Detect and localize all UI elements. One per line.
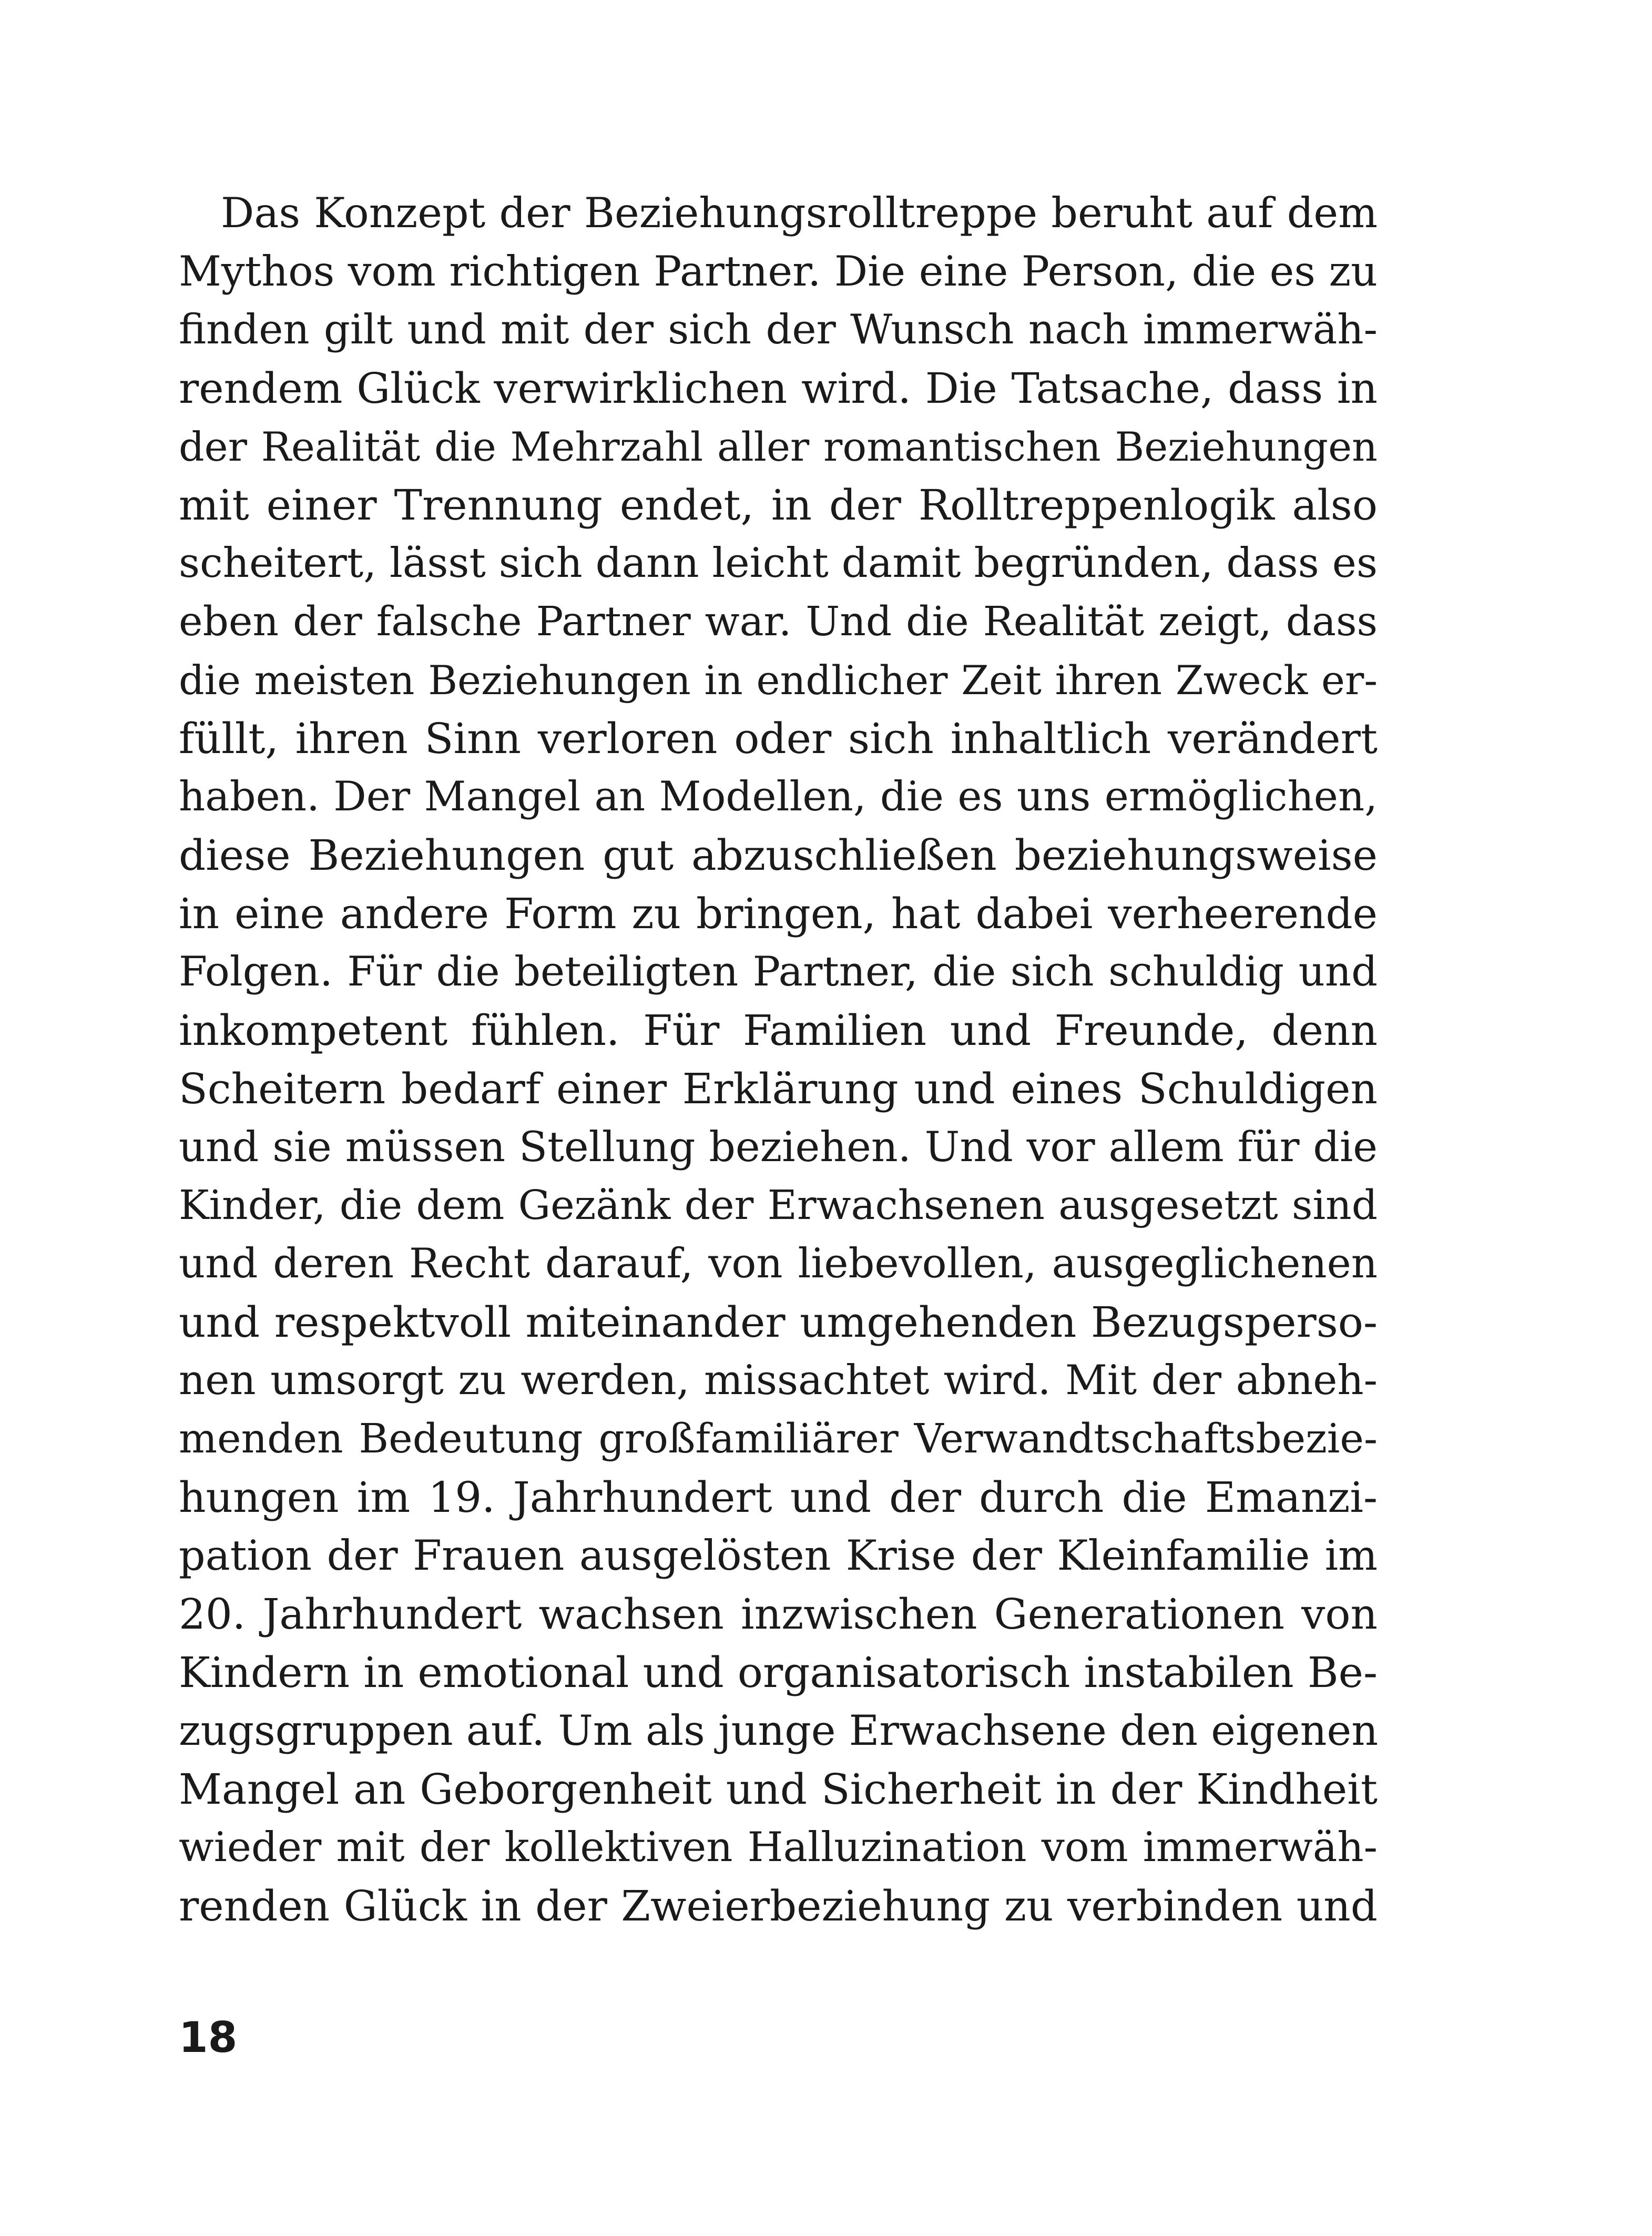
text-line: renden Glück in der Zweierbeziehung zu verbinden und <box>179 1882 1378 1930</box>
text-line: wieder mit der kollektiven Halluzination vom immerwäh- <box>179 1824 1378 1871</box>
text-line: zugsgruppen auf. Um als junge Erwachsene den eigenen <box>179 1706 1379 1755</box>
text-line: Kinder, die dem Gezänk der Erwachsenen ausgesetzt sind <box>179 1182 1378 1229</box>
text-line: Mythos vom richtigen Partner. Die eine Person, die es zu <box>179 247 1378 296</box>
body-paragraph <box>179 184 1378 1935</box>
text-line: haben. Der Mangel an Modellen, die es uns ermöglichen, <box>179 773 1378 820</box>
text-line: Scheitern bedarf einer Erklärung und eines Schuldigen <box>179 1064 1378 1113</box>
text-line: pation der Frauen ausgelösten Krise der Kleinfamilie im <box>179 1531 1378 1580</box>
text-line: und sie müssen Stellung beziehen. Und vor allem für die <box>179 1123 1378 1171</box>
text-line: inkompetent fühlen. Für Familien und Freunde, denn <box>179 1006 1378 1055</box>
text-line: rendem Glück verwirklichen wird. Die Tatsache, dass in <box>179 364 1378 413</box>
text-line: finden gilt und mit der sich der Wunsch nach immerwäh- <box>179 306 1378 353</box>
text-line: füllt, ihren Sinn verloren oder sich inhaltlich verändert <box>179 714 1378 763</box>
text-line: die meisten Beziehungen in endlicher Zeit ihren Zweck er- <box>179 657 1378 704</box>
text-line: Mangel an Geborgenheit und Sicherheit in der Kindheit <box>179 1765 1378 1814</box>
text-line: menden Bedeutung großfamiliärer Verwandtschaftsbezie- <box>179 1416 1378 1462</box>
text-line: eben der falsche Partner war. Und die Realität zeigt, dass <box>179 598 1378 645</box>
page-number: 18 <box>179 2013 238 2062</box>
text-line: 20. Jahrhundert wachsen inzwischen Generationen von <box>179 1590 1378 1639</box>
text-line: Das Konzept der Beziehungsrolltreppe beruht auf dem <box>221 189 1378 237</box>
text-line: scheitert, lässt sich dann leicht damit begründen, dass es <box>179 540 1378 587</box>
text-line: Folgen. Für die beteiligten Partner, die sich schuldig und <box>179 948 1378 995</box>
text-line: diese Beziehungen gut abzuschließen beziehungsweise <box>179 831 1378 880</box>
text-line: und deren Recht darauf, von liebevollen, ausgeglichenen <box>179 1240 1378 1287</box>
text-line: nen umsorgt zu werden, missachtet wird. Mit der abneh- <box>179 1357 1378 1404</box>
text-line: hungen im 19. Jahrhundert und der durch die Emanzi- <box>179 1473 1378 1522</box>
text-line: Kindern in emotional und organisatorisch instabilen Be- <box>179 1648 1378 1697</box>
text-line: mit einer Trennung endet, in der Rolltreppenlogik also <box>179 481 1378 530</box>
text-line: der Realität die Mehrzahl aller romantischen Beziehungen <box>179 423 1378 470</box>
text-line: in eine andere Form zu bringen, hat dabei verheerende <box>179 889 1378 938</box>
text-line: und respektvoll miteinander umgehenden Bezugsperso- <box>179 1298 1378 1347</box>
